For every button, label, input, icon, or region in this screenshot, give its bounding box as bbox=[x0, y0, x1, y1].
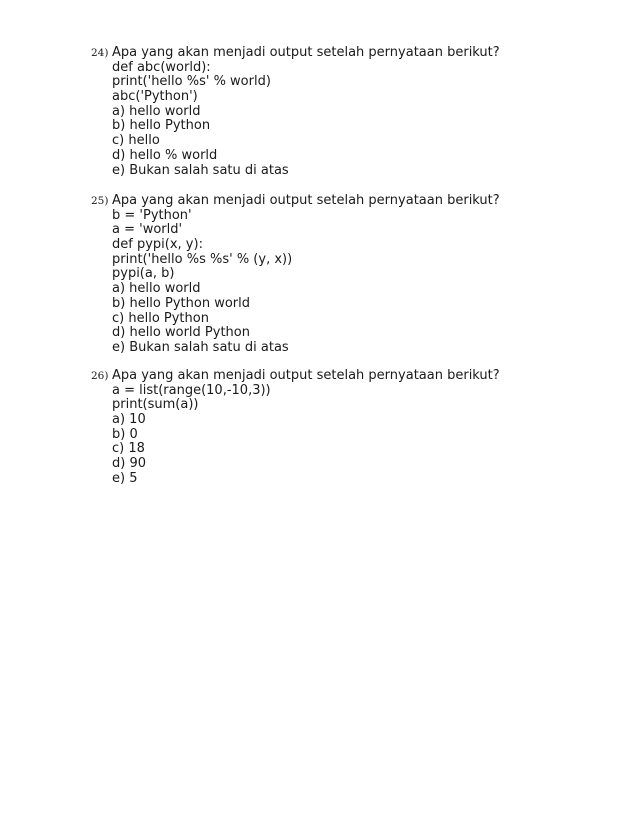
question-number: 26) bbox=[91, 370, 109, 382]
code-line: def abc(world): bbox=[112, 59, 211, 75]
answer-option: a) hello world bbox=[112, 281, 201, 297]
answer-option: a) hello world bbox=[112, 103, 201, 119]
answer-option: d) 90 bbox=[112, 456, 146, 472]
question-prompt: Apa yang akan menjadi output setelah pernyataan berikut? bbox=[112, 193, 500, 208]
code-line: a = list(range(10,-10,3)) bbox=[112, 382, 271, 398]
code-line: a = 'world' bbox=[112, 222, 183, 238]
answer-option: b) 0 bbox=[112, 426, 138, 442]
code-line: def pypi(x, y): bbox=[112, 237, 203, 253]
code-line: print('hello %s' % world) bbox=[112, 74, 271, 90]
answer-option: e) 5 bbox=[112, 470, 138, 486]
code-line: b = 'Python' bbox=[112, 207, 192, 223]
answer-option: b) hello Python world bbox=[112, 295, 250, 311]
code-line: print(sum(a)) bbox=[112, 397, 199, 413]
answer-option: d) hello world Python bbox=[112, 325, 250, 341]
answer-option: e) Bukan salah satu di atas bbox=[112, 339, 289, 355]
question-prompt: Apa yang akan menjadi output setelah pernyataan berikut? bbox=[112, 368, 500, 383]
code-line: print('hello %s %s' % (y, x)) bbox=[112, 251, 293, 267]
question-header bbox=[91, 46, 611, 61]
question-24 bbox=[91, 46, 611, 178]
question-number: 24) bbox=[91, 47, 109, 59]
answer-option: b) hello Python bbox=[112, 118, 211, 134]
question-26 bbox=[91, 369, 611, 487]
question-number: 25) bbox=[91, 195, 109, 207]
answer-option: d) hello % world bbox=[112, 147, 218, 163]
answer-option: e) Bukan salah satu di atas bbox=[112, 162, 289, 178]
answer-option: c) hello Python bbox=[112, 310, 209, 326]
answer-option: a) 10 bbox=[112, 412, 146, 428]
code-line: pypi(a, b) bbox=[112, 266, 175, 282]
answer-option: c) 18 bbox=[112, 441, 145, 457]
question-header bbox=[91, 194, 611, 209]
answer-option: c) hello bbox=[112, 133, 160, 149]
question-header bbox=[91, 369, 611, 384]
question-prompt: Apa yang akan menjadi output setelah pernyataan berikut? bbox=[112, 45, 500, 60]
code-line: abc('Python') bbox=[112, 89, 198, 105]
question-25 bbox=[91, 194, 611, 356]
